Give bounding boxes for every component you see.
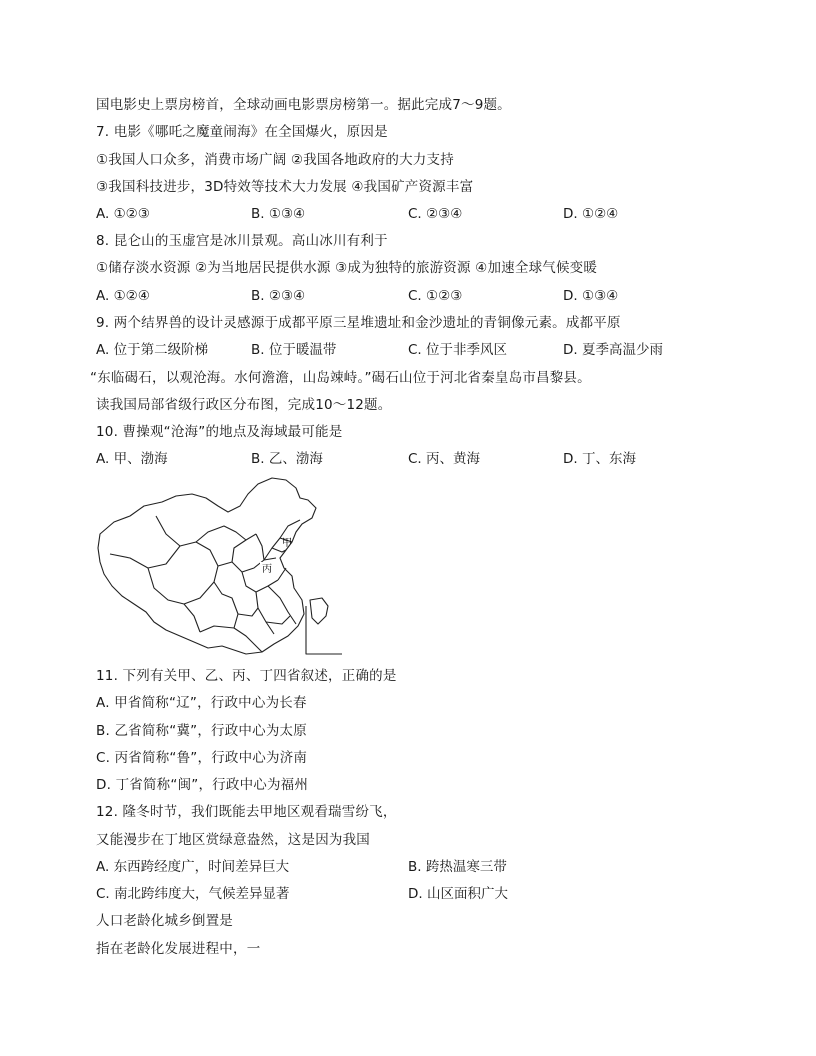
q12-option-b: B. 跨热温寒三带	[408, 859, 507, 875]
q7-option-d: D. ①②④	[563, 206, 619, 222]
intro-line: 国电影史上票房榜首，全球动画电影票房榜第一。据此完成7～9题。	[96, 97, 511, 113]
q12-option-a: A. 东西跨经度广，时间差异巨大	[96, 859, 290, 875]
q10-stem: 10. 曹操观“沧海”的地点及海域最可能是	[96, 424, 343, 440]
q11-stem: 11. 下列有关甲、乙、丙、丁四省叙述，正确的是	[96, 668, 397, 684]
china-province-map	[96, 476, 344, 656]
q10-option-b: B. 乙、渤海	[251, 451, 323, 467]
q9-option-b: B. 位于暖温带	[251, 342, 337, 358]
q10-option-c: C. 丙、黄海	[408, 451, 481, 467]
q8-statements: ①储存淡水资源 ②为当地居民提供水源 ③成为独特的旅游资源 ④加速全球气候变暖	[96, 260, 598, 276]
q11-option-b: B. 乙省简称“冀”，行政中心为太原	[96, 723, 307, 739]
q7-option-c: C. ②③④	[408, 206, 463, 222]
q7-statements-2: ③我国科技进步，3D特效等技术大力发展 ④我国矿产资源丰富	[96, 179, 474, 195]
q12-stem: 12. 隆冬时节，我们既能去甲地区观看瑞雪纷飞，	[96, 804, 397, 820]
tail-line-2: 指在老龄化发展进程中，一	[96, 941, 261, 957]
q10-option-d: D. 丁、东海	[563, 451, 636, 467]
q10-option-a: A. 甲、渤海	[96, 451, 168, 467]
map-label-jia: 甲	[282, 538, 292, 549]
q8-option-b: B. ②③④	[251, 288, 306, 304]
q11-option-a: A. 甲省简称“辽”，行政中心为长春	[96, 695, 307, 711]
poem-line: “东临碣石，以观沧海。水何澹澹，山岛竦峙。”碣石山位于河北省秦皇岛市昌黎县。	[90, 370, 591, 386]
map-label-bing: 丙	[262, 564, 272, 575]
q8-stem: 8. 昆仑山的玉虚宫是冰川景观。高山冰川有利于	[96, 233, 388, 249]
q11-option-d: D. 丁省简称“闽”，行政中心为福州	[96, 777, 309, 793]
q8-option-c: C. ①②③	[408, 288, 463, 304]
q9-stem: 9. 两个结界兽的设计灵感源于成都平原三星堆遗址和金沙遗址的青铜像元素。成都平原	[96, 315, 621, 331]
q8-option-a: A. ①②④	[96, 288, 150, 304]
q7-option-b: B. ①③④	[251, 206, 306, 222]
map-outline	[98, 478, 316, 654]
q8-option-d: D. ①③④	[563, 288, 619, 304]
q12-stem-continued: 又能漫步在丁地区赏绿意盎然，这是因为我国	[96, 832, 370, 848]
q7-stem: 7. 电影《哪吒之魔童闹海》在全国爆火，原因是	[96, 124, 388, 140]
map-intro: 读我国局部省级行政区分布图，完成10～12题。	[96, 397, 392, 413]
q11-option-c: C. 丙省简称“鲁”，行政中心为济南	[96, 750, 308, 766]
q12-option-c: C. 南北跨纬度大，气候差异显著	[96, 886, 290, 902]
tail-line-1: 人口老龄化城乡倒置是	[96, 913, 233, 929]
q9-option-c: C. 位于非季风区	[408, 342, 508, 358]
q9-option-a: A. 位于第二级阶梯	[96, 342, 209, 358]
q7-statements-1: ①我国人口众多，消费市场广阔 ②我国各地政府的大力支持	[96, 152, 454, 168]
q9-option-d: D. 夏季高温少雨	[563, 342, 663, 358]
q7-option-a: A. ①②③	[96, 206, 150, 222]
q12-option-d: D. 山区面积广大	[408, 886, 508, 902]
